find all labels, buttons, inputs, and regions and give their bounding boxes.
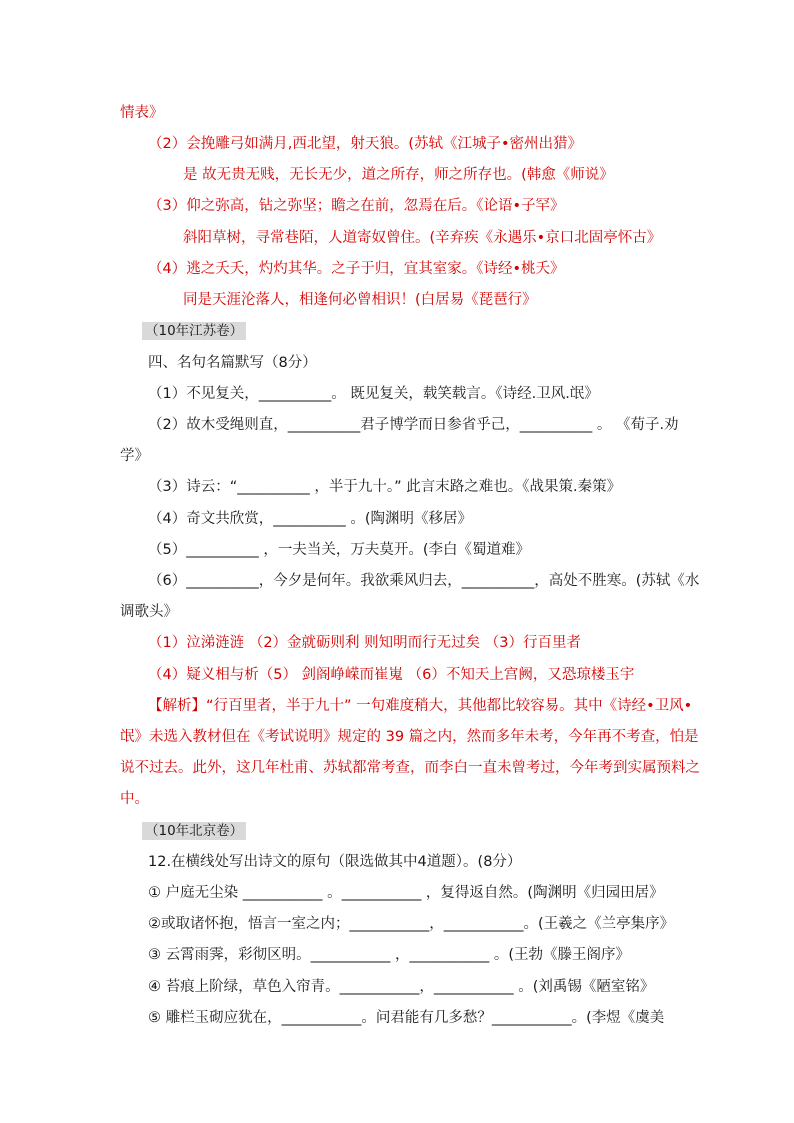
question-line: （2）故木受绳则直，__________君子博学而日参省乎己，__________ 。 《荀子.劝 [148,417,679,433]
analysis-line: 氓》未选入教材但在《考试说明》规定的 39 篇之内，然而多年未考，今年再不考查，怕是 [120,729,699,745]
analysis-line: 说不过去。此外，这几年杜甫、苏轼都常考查，而李白一直未曾考过，今年考到实属预料之 [120,760,700,776]
question-line: ②或取诸怀抱，悟言一室之内；___________，___________。(王羲之《兰亭集序》 [148,916,675,932]
source-tag-label: （10年北京卷） [142,822,246,840]
question-line: ⑤ 雕栏玉砌应犹在，___________。问君能有几多愁？___________。(李煜《虞美 [148,1010,665,1026]
question-line: ① 户庭无尘染 ___________ 。___________ ，复得返自然。(陶渊明《归园田居》 [148,885,664,901]
source-tag [142,821,246,841]
answer-line: 斜阳草树，寻常巷陌，人道寄奴曾住。(辛弃疾《永遇乐•京口北固亭怀古》 [183,230,662,246]
answer-line: 情表》 [120,105,164,121]
answer-line: 同是天涯沦落人，相逢何必曾相识！(白居易《琵琶行》 [183,292,537,308]
answer-line: （3）仰之弥高，钻之弥坚；瞻之在前，忽焉在后。《论语•子罕》 [148,198,565,214]
source-tag [142,321,246,341]
question-line: （4）奇文共欣赏，__________ 。(陶渊明《移居》 [148,511,472,527]
source-tag-label: （10年江苏卷） [142,322,246,340]
answer-line: （4）疑义相与析（5） 剑阁峥嵘而崔嵬 （6）不知天上宫阙，又恐琼楼玉宇 [148,667,635,683]
answer-line: （4）逃之夭夭，灼灼其华。之子于归，宜其室家。《诗经•桃夭》 [148,261,565,277]
question-line: 调歌头》 [120,604,178,620]
question-line: （3）诗云：“__________ ，半于九十。” 此言末路之难也。《战果策.秦策》 [148,479,622,495]
section-heading: 四、名句名篇默写（8分） [148,355,317,371]
question-line: ④ 苔痕上阶绿，草色入帘青。___________，___________ 。(刘禹锡《陋室铭》 [148,979,655,995]
section-heading: 12.在横线处写出诗文的原句（限选做其中4道题）。(8分） [148,854,522,870]
answer-line: （2）会挽雕弓如满月,西北望，射天狼。(苏轼《江城子•密州出猎》 [148,136,583,152]
question-line: ③ 云霄雨霁，彩彻区明。___________ ，___________ 。(王勃《滕王阁序》 [148,947,630,963]
answer-line: （1）泣涕涟涟 （2）金就砺则利 则知明而行无过矣 （3）行百里者 [148,635,582,651]
answer-line: 是 故无贵无贱，无长无少，道之所存，师之所存也。(韩愈《师说》 [183,167,614,183]
question-line: （6）__________，今夕是何年。我欲乘风归去，__________，高处不胜寒。(苏轼《水 [148,573,700,589]
question-line: 学》 [120,448,149,464]
analysis-line: 中。 [120,791,149,807]
analysis-line: 【解析】“行百里者，半于九十” 一句难度稍大，其他都比较容易。其中《诗经•卫风• [148,698,693,714]
question-line: （1）不见复关，__________。 既见复关，载笑载言。《诗经.卫风.氓》 [148,386,599,402]
question-line: （5）__________ ，一夫当关，万夫莫开。(李白《蜀道难》 [148,542,530,558]
